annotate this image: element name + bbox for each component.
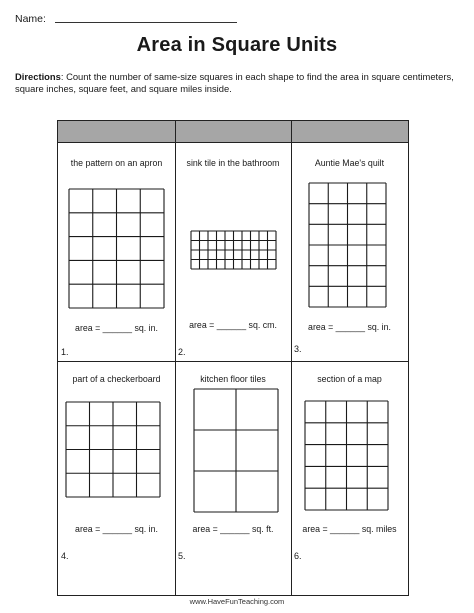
problem-caption: Auntie Mae's quilt	[314, 158, 385, 168]
page-title: Area in Square Units	[136, 34, 338, 56]
problem-cell-4	[58, 362, 175, 595]
area-answer[interactable]: area = ______ sq. in.	[75, 323, 158, 333]
footer-url: www.HaveFunTeaching.com	[189, 597, 285, 606]
problem-cell-1	[58, 142, 175, 361]
area-answer[interactable]: area = ______ sq. in.	[75, 524, 158, 534]
directions-text: : Count the number of same-size squares in each shape to find the area in square centimeters, square inches, square feet, and square miles inside.	[15, 71, 454, 94]
problem-caption: part of a checkerboard	[72, 374, 161, 384]
problem-number: 5.	[178, 551, 186, 561]
area-answer[interactable]: area = ______ sq. ft.	[192, 524, 274, 534]
square-grid	[65, 401, 161, 498]
square-grid	[304, 400, 389, 511]
square-grid	[190, 230, 277, 270]
name-line[interactable]	[55, 22, 237, 23]
name-label: Name:	[15, 13, 46, 25]
problem-number: 6.	[294, 551, 302, 561]
problem-caption: sink tile in the bathroom	[186, 158, 280, 168]
area-answer[interactable]: area = ______ sq. in.	[308, 322, 391, 332]
square-grid	[68, 188, 165, 309]
problem-cell-6	[291, 362, 408, 595]
directions	[15, 71, 455, 94]
problem-cell-2	[175, 142, 291, 361]
worksheet-table	[57, 120, 409, 596]
area-answer[interactable]: area = ______ sq. miles	[302, 524, 397, 534]
problem-number: 3.	[294, 344, 302, 354]
problem-caption: kitchen floor tiles	[200, 374, 266, 384]
problem-caption: the pattern on an apron	[70, 158, 163, 168]
problem-caption: section of a map	[317, 374, 382, 384]
problem-cell-5	[175, 362, 291, 595]
problem-number: 4.	[61, 551, 69, 561]
problem-number: 2.	[178, 347, 186, 357]
table-header-bar	[58, 121, 408, 143]
directions-label: Directions	[15, 71, 61, 82]
square-grid	[193, 388, 279, 513]
problem-number: 1.	[61, 347, 69, 357]
area-answer[interactable]: area = ______ sq. cm.	[189, 320, 277, 330]
problem-cell-3	[291, 142, 408, 361]
square-grid	[308, 182, 387, 308]
